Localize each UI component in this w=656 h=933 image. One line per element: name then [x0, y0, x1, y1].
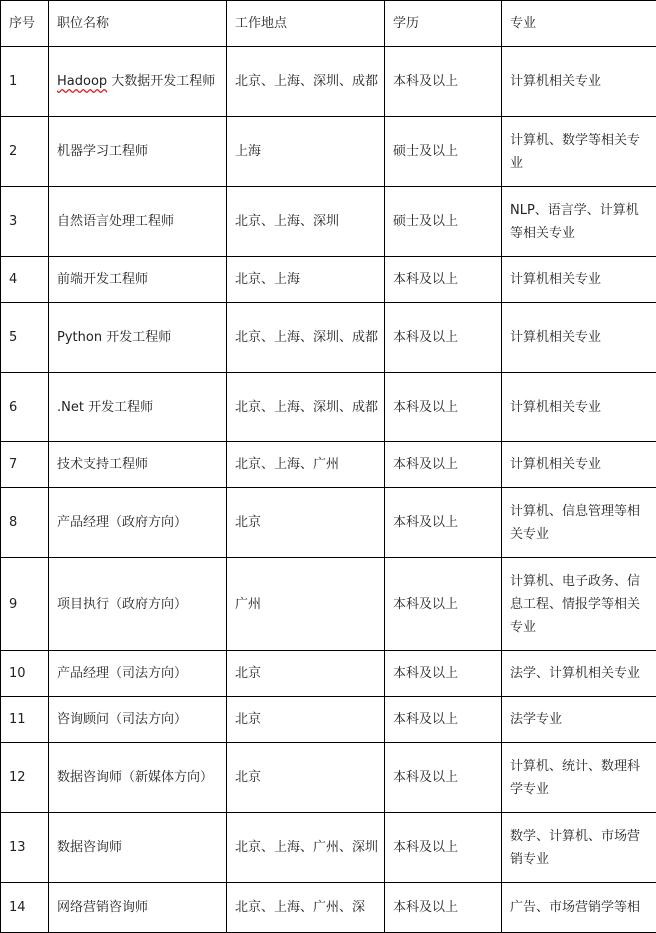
- header-title: 职位名称: [49, 1, 227, 47]
- cell-major: 计算机相关专业: [502, 442, 656, 488]
- cell-title: 数据咨询师: [49, 813, 227, 883]
- cell-major: NLP、语言学、计算机等相关专业: [502, 187, 656, 257]
- cell-no: 3: [1, 187, 49, 257]
- cell-education: 本科及以上: [385, 303, 502, 373]
- cell-title: 自然语言处理工程师: [49, 187, 227, 257]
- cell-major: 计算机、电子政务、信息工程、情报学等相关专业: [502, 558, 656, 651]
- cell-education: 硕士及以上: [385, 187, 502, 257]
- cell-title: .Net 开发工程师: [49, 373, 227, 442]
- cell-no: 5: [1, 303, 49, 373]
- cell-education: 本科及以上: [385, 488, 502, 558]
- table-row: [1, 883, 656, 933]
- cell-title: 产品经理（政府方向）: [49, 488, 227, 558]
- cell-education: 本科及以上: [385, 651, 502, 697]
- cell-major: 计算机、统计、数理科学专业: [502, 743, 656, 813]
- table-row: [1, 47, 656, 117]
- cell-education: 本科及以上: [385, 813, 502, 883]
- cell-location: 北京: [227, 697, 385, 743]
- table-row: [1, 488, 656, 558]
- cell-no: 11: [1, 697, 49, 743]
- cell-title-rest: 大数据开发工程师: [107, 74, 215, 89]
- table-row: [1, 187, 656, 257]
- cell-education: 本科及以上: [385, 442, 502, 488]
- cell-location: 北京、上海、深圳: [227, 187, 385, 257]
- cell-title: 项目执行（政府方向）: [49, 558, 227, 651]
- cell-title: Python 开发工程师: [49, 303, 227, 373]
- cell-no: 9: [1, 558, 49, 651]
- cell-title: 数据咨询师（新媒体方向）: [49, 743, 227, 813]
- cell-location: 北京: [227, 488, 385, 558]
- cell-no: 4: [1, 257, 49, 303]
- cell-education: 本科及以上: [385, 697, 502, 743]
- cell-no: 14: [1, 883, 49, 933]
- cell-major: 计算机、信息管理等相关专业: [502, 488, 656, 558]
- cell-location: 北京、上海、广州、深圳: [227, 813, 385, 883]
- header-location: 工作地点: [227, 1, 385, 47]
- cell-major: 法学专业: [502, 697, 656, 743]
- cell-education: 本科及以上: [385, 47, 502, 117]
- cell-title: 机器学习工程师: [49, 117, 227, 187]
- cell-no: 2: [1, 117, 49, 187]
- cell-location: 北京、上海、广州: [227, 442, 385, 488]
- table-row: [1, 117, 656, 187]
- header-education: 学历: [385, 1, 502, 47]
- cell-title: 前端开发工程师: [49, 257, 227, 303]
- cell-location: 北京: [227, 743, 385, 813]
- cell-major: 法学、计算机相关专业: [502, 651, 656, 697]
- header-no: 序号: [1, 1, 49, 47]
- table-row: [1, 813, 656, 883]
- cell-major: 广告、市场营销学等相: [502, 883, 656, 933]
- cell-title: 咨询顾问（司法方向）: [49, 697, 227, 743]
- cell-title: 技术支持工程师: [49, 442, 227, 488]
- cell-major: 数学、计算机、市场营销专业: [502, 813, 656, 883]
- header-major: 专业: [502, 1, 656, 47]
- cell-education: 硕士及以上: [385, 117, 502, 187]
- cell-education: 本科及以上: [385, 558, 502, 651]
- cell-no: 10: [1, 651, 49, 697]
- table-row: [1, 257, 656, 303]
- cell-no: 6: [1, 373, 49, 442]
- cell-title: [49, 47, 227, 117]
- cell-title: 产品经理（司法方向）: [49, 651, 227, 697]
- cell-no: 1: [1, 47, 49, 117]
- cell-location: 北京: [227, 651, 385, 697]
- table-row: [1, 558, 656, 651]
- cell-no: 13: [1, 813, 49, 883]
- table-row: [1, 743, 656, 813]
- table-row: [1, 303, 656, 373]
- spellcheck-highlight: Hadoop: [57, 74, 107, 89]
- cell-major: 计算机相关专业: [502, 373, 656, 442]
- cell-no: 12: [1, 743, 49, 813]
- table-row: [1, 651, 656, 697]
- cell-location: 上海: [227, 117, 385, 187]
- cell-major: 计算机相关专业: [502, 257, 656, 303]
- cell-major: 计算机、数学等相关专业: [502, 117, 656, 187]
- cell-location: 北京、上海、深圳、成都: [227, 303, 385, 373]
- cell-no: 8: [1, 488, 49, 558]
- cell-major: 计算机相关专业: [502, 47, 656, 117]
- cell-location: 北京、上海、广州、深: [227, 883, 385, 933]
- table-row: [1, 697, 656, 743]
- cell-location: 北京、上海、深圳、成都: [227, 373, 385, 442]
- cell-education: 本科及以上: [385, 743, 502, 813]
- cell-education: 本科及以上: [385, 257, 502, 303]
- cell-no: 7: [1, 442, 49, 488]
- table-row: [1, 442, 656, 488]
- cell-location: 广州: [227, 558, 385, 651]
- table-row: [1, 373, 656, 442]
- cell-education: 本科及以上: [385, 373, 502, 442]
- cell-location: 北京、上海、深圳、成都: [227, 47, 385, 117]
- cell-title: 网络营销咨询师: [49, 883, 227, 933]
- cell-major: 计算机相关专业: [502, 303, 656, 373]
- cell-location: 北京、上海: [227, 257, 385, 303]
- table-header-row: [1, 1, 656, 47]
- cell-education: 本科及以上: [385, 883, 502, 933]
